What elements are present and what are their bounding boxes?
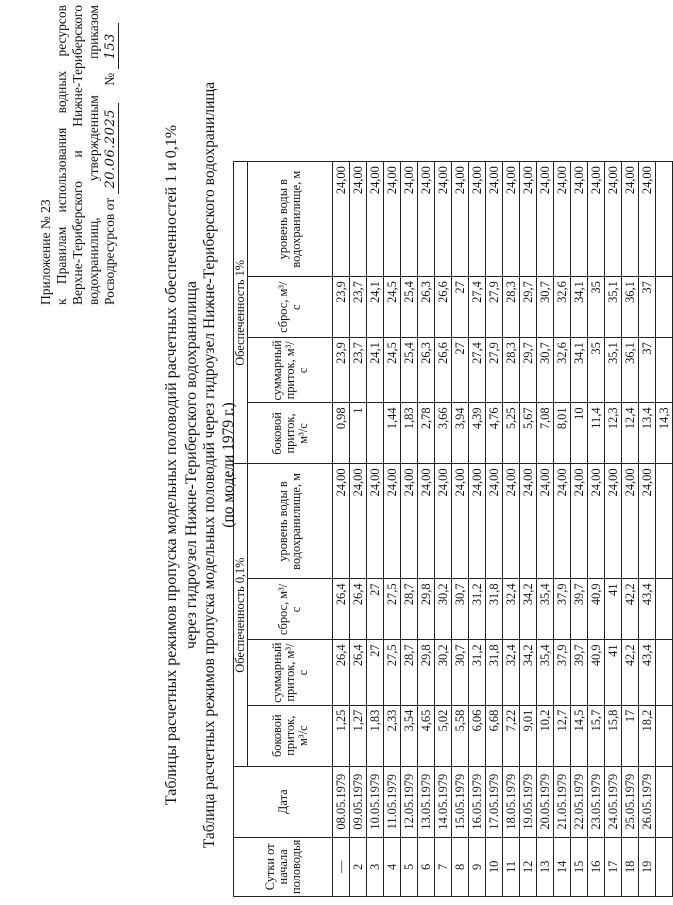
cell-date: 17.05.1979: [486, 766, 503, 837]
cell-level-1: 24,00: [588, 162, 605, 277]
cell-sum-1: 37: [639, 338, 656, 403]
cell-sum-01: 41: [605, 640, 622, 705]
cell-sum-01: 28,7: [401, 640, 418, 705]
table-row: [537, 162, 554, 897]
cell-side-1: 5,67: [520, 403, 537, 464]
header-out-01: сброс, м³/с: [248, 579, 333, 640]
cell-out-01: 29,8: [418, 579, 435, 640]
header-day: Сутки от начала половодья: [234, 837, 333, 896]
cell-day: —: [333, 837, 350, 896]
cell-out-01: 32,4: [503, 579, 520, 640]
cell-day: 6: [418, 837, 435, 896]
cell-level-01: 24,00: [520, 464, 537, 579]
appendix-line-4-c: приказом: [86, 5, 101, 59]
cell-level-01: 24,00: [350, 464, 367, 579]
cell-sum-01: 27,5: [384, 640, 401, 705]
cell-level-1: 24,00: [639, 162, 656, 277]
cell-out-01: 41: [605, 579, 622, 640]
cell-day: 9: [469, 837, 486, 896]
cell-side-01: 5,58: [452, 705, 469, 766]
cell-sum-1: 26,6: [435, 338, 452, 403]
cell-level-01: 24,00: [588, 464, 605, 579]
header-out-1: сброс, м³/с: [248, 277, 333, 338]
table-row: [622, 162, 639, 897]
handwritten-number: 153: [103, 23, 119, 69]
table-row: [384, 162, 401, 897]
cell-sum-01: 31,8: [486, 640, 503, 705]
cell-side-1: 3,94: [452, 403, 469, 464]
cell-sum-01: 34,2: [520, 640, 537, 705]
cell-level-01: 24,00: [554, 464, 571, 579]
cell-level-1: 24,00: [452, 162, 469, 277]
cell-side-1: 1,83: [401, 403, 418, 464]
header-side-1: боковой приток, м³/с: [248, 403, 333, 464]
cell-level-1: 24,00: [401, 162, 418, 277]
cell-side-01: 4,65: [418, 705, 435, 766]
cell-day: 14: [554, 837, 571, 896]
header-date: Дата: [234, 766, 333, 837]
cell-sum-1: 26,3: [418, 338, 435, 403]
cell-date: 26.05.1979: [639, 766, 656, 837]
table-row: [486, 162, 503, 897]
cell-level-01: 24,00: [503, 464, 520, 579]
header-sum-1: суммарный приток, м³/с: [248, 338, 333, 403]
cell-side-1: 4,76: [486, 403, 503, 464]
table-row: [571, 162, 588, 897]
cell-side-1: 10: [571, 403, 588, 464]
flood-table: [233, 161, 673, 897]
cell-out-01: 39,7: [571, 579, 588, 640]
cell-sum-01: 31,2: [469, 640, 486, 705]
appendix-line-4-a: водохранилищ,: [86, 217, 101, 305]
cell-level-01: 24,00: [333, 464, 350, 579]
cell-sum-01: 26,4: [333, 640, 350, 705]
cell-sum-1: 32,6: [554, 338, 571, 403]
appendix-line-2: к Правилам использования водных ресурсов: [54, 5, 69, 305]
cell-level-1: 24,00: [435, 162, 452, 277]
cell-level-01: 24,00: [622, 464, 639, 579]
cell-side-01: 5,02: [435, 705, 452, 766]
cell-sum-01: 30,7: [452, 640, 469, 705]
cell-out-1: 27,4: [469, 277, 486, 338]
cell-day: [656, 837, 673, 896]
cell-out-1: 24,5: [384, 277, 401, 338]
cell-day: 7: [435, 837, 452, 896]
cell-level-01: 24,00: [452, 464, 469, 579]
cell-sum-01: 27: [367, 640, 384, 705]
cell-out-1: [656, 277, 673, 338]
cell-side-1: 1,44: [384, 403, 401, 464]
cell-out-01: 28,7: [401, 579, 418, 640]
cell-date: 10.05.1979: [367, 766, 384, 837]
cell-day: 17: [605, 837, 622, 896]
appendix-line-4: [86, 5, 102, 305]
cell-level-01: 24,00: [418, 464, 435, 579]
cell-level-1: 24,00: [605, 162, 622, 277]
cell-sum-1: 25,4: [401, 338, 418, 403]
cell-level-1: 24,00: [333, 162, 350, 277]
table-row: [656, 162, 673, 897]
cell-day: 12: [520, 837, 537, 896]
cell-side-1: [367, 403, 384, 464]
header-group-0-1: Обеспеченность 0,1%: [234, 464, 248, 766]
table-row: [350, 162, 367, 897]
table-row: [554, 162, 571, 897]
cell-level-1: 24,00: [520, 162, 537, 277]
appendix-line-4-b: утвержденным: [86, 95, 101, 182]
cell-out-01: 31,2: [469, 579, 486, 640]
cell-out-1: 37: [639, 277, 656, 338]
cell-level-1: [656, 162, 673, 277]
cell-day: 8: [452, 837, 469, 896]
cell-sum-1: 29,7: [520, 338, 537, 403]
appendix-line-5: [102, 5, 119, 305]
cell-out-1: 26,6: [435, 277, 452, 338]
cell-sum-1: 27,4: [469, 338, 486, 403]
cell-sum-1: 35,1: [605, 338, 622, 403]
header-sum-01: суммарный приток, м³/с: [248, 640, 333, 705]
cell-side-01: 1,83: [367, 705, 384, 766]
cell-side-01: 9,01: [520, 705, 537, 766]
cell-day: 10: [486, 837, 503, 896]
cell-date: 19.05.1979: [520, 766, 537, 837]
cell-side-1: 12,4: [622, 403, 639, 464]
cell-date: 22.05.1979: [571, 766, 588, 837]
cell-side-1: 0,98: [333, 403, 350, 464]
cell-level-1: 24,00: [418, 162, 435, 277]
cell-side-1: 4,39: [469, 403, 486, 464]
cell-date: 24.05.1979: [605, 766, 622, 837]
cell-day: 19: [639, 837, 656, 896]
appendix-block: [38, 5, 119, 305]
table-row: [469, 162, 486, 897]
cell-out-01: 30,2: [435, 579, 452, 640]
handwritten-date: 20.06.2025: [103, 103, 119, 194]
cell-level-1: 24,00: [367, 162, 384, 277]
number-sign: №: [102, 72, 117, 86]
table-row: [333, 162, 350, 897]
cell-date: 08.05.1979: [333, 766, 350, 837]
appendix-number: Приложение № 23: [38, 199, 53, 305]
table-row: [503, 162, 520, 897]
header-level-1: уровень воды в водохранилище, м: [248, 162, 333, 277]
header-side-01: боковой приток, м³/с: [248, 705, 333, 766]
cell-date: 16.05.1979: [469, 766, 486, 837]
cell-out-01: 34,2: [520, 579, 537, 640]
header-group-1: Обеспеченность 1%: [234, 162, 248, 464]
cell-out-01: 30,7: [452, 579, 469, 640]
cell-sum-1: 27,9: [486, 338, 503, 403]
cell-day: 13: [537, 837, 554, 896]
cell-sum-1: 24,5: [384, 338, 401, 403]
cell-level-01: 24,00: [639, 464, 656, 579]
cell-date: [656, 766, 673, 837]
cell-level-01: [656, 464, 673, 579]
cell-level-1: 24,00: [622, 162, 639, 277]
cell-sum-1: 23,9: [333, 338, 350, 403]
cell-level-1: 24,00: [486, 162, 503, 277]
cell-side-1: 5,25: [503, 403, 520, 464]
table-body: [333, 162, 673, 897]
cell-level-1: 24,00: [503, 162, 520, 277]
cell-sum-1: 28,3: [503, 338, 520, 403]
cell-side-1: 1: [350, 403, 367, 464]
table-row: [452, 162, 469, 897]
cell-day: 3: [367, 837, 384, 896]
table-title-line-2: (по модели 1979 г.): [220, 402, 237, 528]
cell-side-1: 11,4: [588, 403, 605, 464]
cell-level-1: 24,00: [571, 162, 588, 277]
cell-date: 11.05.1979: [384, 766, 401, 837]
cell-out-1: 35,1: [605, 277, 622, 338]
table-row: [367, 162, 384, 897]
cell-day: 16: [588, 837, 605, 896]
cell-sum-1: 36,1: [622, 338, 639, 403]
table-row: [639, 162, 656, 897]
cell-date: 13.05.1979: [418, 766, 435, 837]
cell-side-1: 7,08: [537, 403, 554, 464]
cell-level-01: 24,00: [486, 464, 503, 579]
cell-side-01: 18,2: [639, 705, 656, 766]
cell-sum-1: 30,7: [537, 338, 554, 403]
cell-out-01: 26,4: [350, 579, 367, 640]
cell-out-01: 31,8: [486, 579, 503, 640]
cell-sum-01: 29,8: [418, 640, 435, 705]
cell-sum-01: 40,9: [588, 640, 605, 705]
cell-day: 4: [384, 837, 401, 896]
cell-out-01: 37,9: [554, 579, 571, 640]
cell-sum-01: 42,2: [622, 640, 639, 705]
cell-out-01: 26,4: [333, 579, 350, 640]
cell-out-1: 28,3: [503, 277, 520, 338]
cell-side-01: 17: [622, 705, 639, 766]
cell-sum-01: [656, 640, 673, 705]
table-row: [418, 162, 435, 897]
appendix-order-prefix: Росводресурсов от: [102, 197, 117, 305]
cell-side-1: 12,3: [605, 403, 622, 464]
cell-sum-01: 39,7: [571, 640, 588, 705]
cell-out-1: 23,9: [333, 277, 350, 338]
cell-out-01: 35,4: [537, 579, 554, 640]
table-container: [233, 161, 673, 897]
cell-out-1: 34,1: [571, 277, 588, 338]
cell-side-01: 15,8: [605, 705, 622, 766]
main-title-line-2: через гидроузел Нижне-Териберского водохранилища: [183, 281, 200, 649]
cell-day: 11: [503, 837, 520, 896]
cell-out-1: 24,1: [367, 277, 384, 338]
cell-sum-1: [656, 338, 673, 403]
cell-side-01: 15,7: [588, 705, 605, 766]
cell-out-1: 36,1: [622, 277, 639, 338]
cell-date: 21.05.1979: [554, 766, 571, 837]
cell-side-1: 2,78: [418, 403, 435, 464]
cell-side-01: 7,22: [503, 705, 520, 766]
cell-sum-01: 32,4: [503, 640, 520, 705]
table-row: [520, 162, 537, 897]
cell-day: 18: [622, 837, 639, 896]
cell-sum-01: 30,2: [435, 640, 452, 705]
cell-date: 23.05.1979: [588, 766, 605, 837]
cell-side-01: 1,27: [350, 705, 367, 766]
cell-level-1: 24,00: [384, 162, 401, 277]
cell-sum-01: 37,9: [554, 640, 571, 705]
cell-side-01: 6,06: [469, 705, 486, 766]
cell-level-1: 24,00: [350, 162, 367, 277]
cell-side-01: 12,7: [554, 705, 571, 766]
cell-side-1: 3,66: [435, 403, 452, 464]
cell-level-1: 24,00: [554, 162, 571, 277]
cell-side-1: 14,3: [656, 403, 673, 464]
cell-level-01: 24,00: [435, 464, 452, 579]
cell-side-01: 2,33: [384, 705, 401, 766]
cell-level-01: 24,00: [537, 464, 554, 579]
cell-out-01: 40,9: [588, 579, 605, 640]
cell-out-01: 27,5: [384, 579, 401, 640]
cell-out-1: 26,3: [418, 277, 435, 338]
appendix-line-3: Верхне-Териберского и Нижне-Териберского: [70, 5, 85, 305]
main-title: [162, 45, 202, 885]
table-row: [588, 162, 605, 897]
cell-side-01: 6,68: [486, 705, 503, 766]
cell-level-01: 24,00: [571, 464, 588, 579]
cell-out-1: 25,4: [401, 277, 418, 338]
cell-side-1: 13,4: [639, 403, 656, 464]
cell-date: 25.05.1979: [622, 766, 639, 837]
table-title-line-1: Таблица расчетных режимов пропуска модельных половодий через гидроузел Нижне-Териберского водохранилища: [201, 81, 218, 849]
cell-side-01: 1,25: [333, 705, 350, 766]
cell-sum-01: 26,4: [350, 640, 367, 705]
cell-side-01: 3,54: [401, 705, 418, 766]
table-row: [401, 162, 418, 897]
table-row: [605, 162, 622, 897]
cell-sum-01: 43,4: [639, 640, 656, 705]
cell-out-1: 35: [588, 277, 605, 338]
cell-side-01: [656, 705, 673, 766]
header-level-01: уровень воды в водохранилище, м: [248, 464, 333, 579]
cell-out-1: 27: [452, 277, 469, 338]
cell-day: 15: [571, 837, 588, 896]
cell-out-01: [656, 579, 673, 640]
cell-side-01: 10,2: [537, 705, 554, 766]
cell-date: 15.05.1979: [452, 766, 469, 837]
cell-level-01: 24,00: [401, 464, 418, 579]
cell-sum-1: 24,1: [367, 338, 384, 403]
cell-day: 2: [350, 837, 367, 896]
cell-out-1: 27,9: [486, 277, 503, 338]
cell-out-01: 43,4: [639, 579, 656, 640]
cell-out-1: 30,7: [537, 277, 554, 338]
cell-date: 18.05.1979: [503, 766, 520, 837]
cell-day: 5: [401, 837, 418, 896]
cell-level-01: 24,00: [367, 464, 384, 579]
cell-out-01: 42,2: [622, 579, 639, 640]
cell-level-01: 24,00: [384, 464, 401, 579]
cell-sum-1: 35: [588, 338, 605, 403]
cell-out-1: 32,6: [554, 277, 571, 338]
cell-out-1: 29,7: [520, 277, 537, 338]
cell-level-01: 24,00: [605, 464, 622, 579]
cell-date: 14.05.1979: [435, 766, 452, 837]
cell-sum-1: 34,1: [571, 338, 588, 403]
cell-side-1: 8,01: [554, 403, 571, 464]
cell-level-1: 24,00: [469, 162, 486, 277]
cell-sum-1: 23,7: [350, 338, 367, 403]
cell-out-1: 23,7: [350, 277, 367, 338]
cell-out-01: 27: [367, 579, 384, 640]
cell-side-01: 14,5: [571, 705, 588, 766]
cell-date: 09.05.1979: [350, 766, 367, 837]
cell-level-01: 24,00: [469, 464, 486, 579]
cell-sum-01: 35,4: [537, 640, 554, 705]
cell-date: 20.05.1979: [537, 766, 554, 837]
table-row: [435, 162, 452, 897]
cell-sum-1: 27: [452, 338, 469, 403]
main-title-line-1: Таблицы расчетных режимов пропуска модельных половодий расчетных обеспеченностей 1 и 0,1%: [163, 124, 180, 806]
cell-date: 12.05.1979: [401, 766, 418, 837]
cell-level-1: 24,00: [537, 162, 554, 277]
